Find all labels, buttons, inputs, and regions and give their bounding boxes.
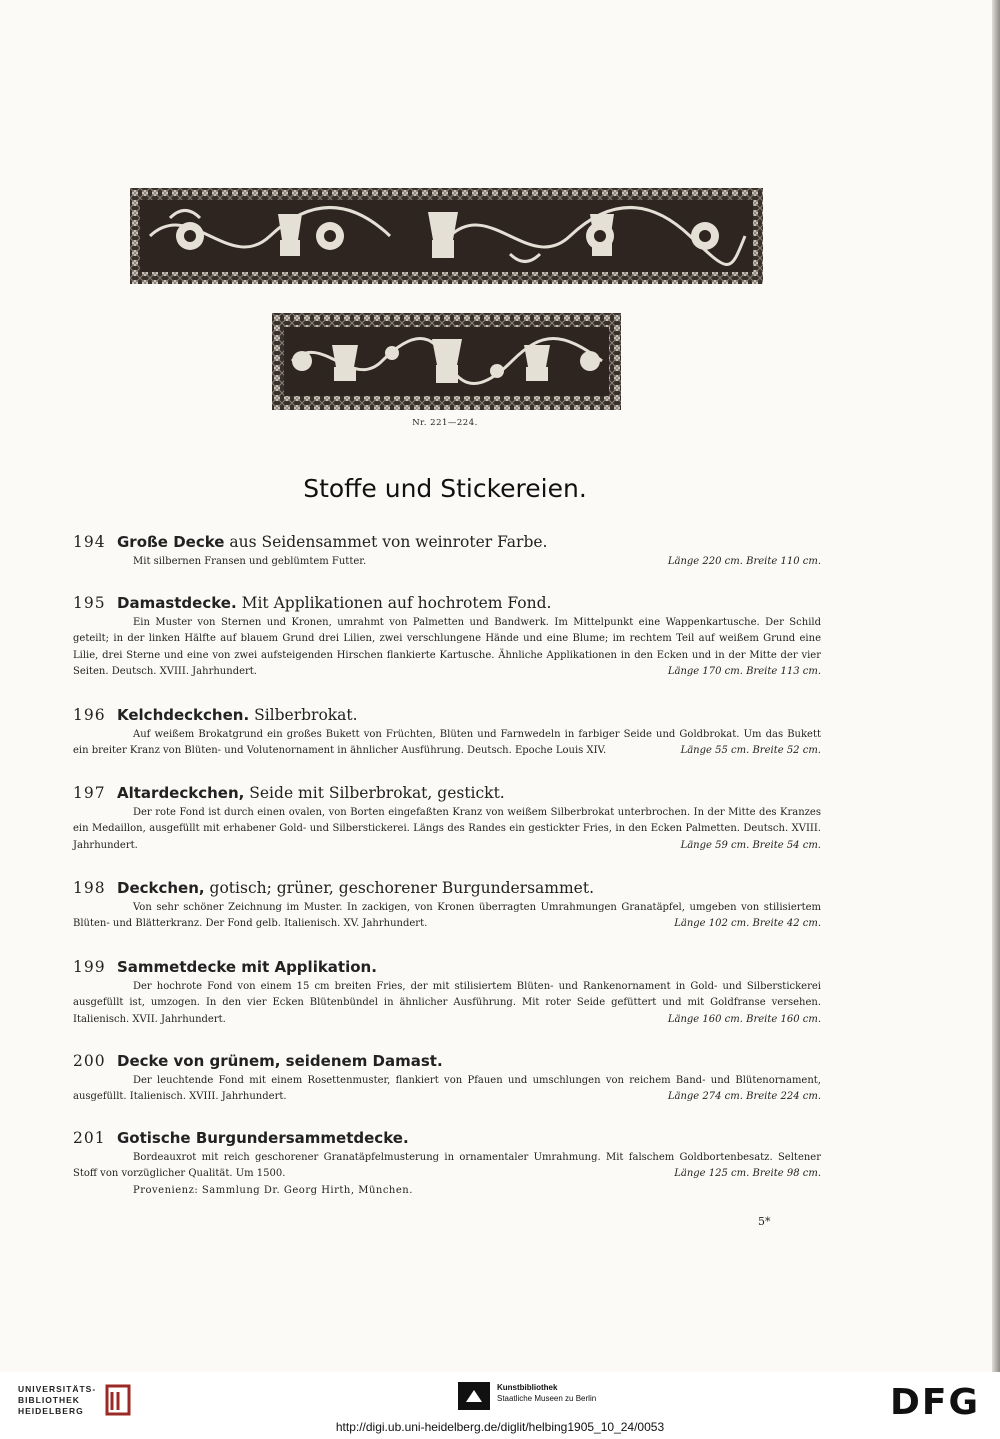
catalog-entry [73, 533, 821, 570]
entry-subtitle: Mit Applikationen auf hochrotem Fond. [236, 594, 552, 612]
entry-measure: Länge 55 cm. Breite 52 cm. [680, 745, 821, 757]
kunstbibliothek-line2: Staatliche Museen zu Berlin [497, 1394, 597, 1403]
entry-name: Sammetdecke mit Applikation. [117, 958, 377, 976]
page-signature: 5* [758, 1215, 771, 1228]
entry-subtitle: Silberbrokat. [249, 706, 358, 724]
entry-measure: Länge 220 cm. Breite 110 cm. [667, 556, 821, 567]
catalog-entry [73, 879, 821, 933]
entry-number: 197 [73, 784, 106, 802]
entry-name: Gotische Burgundersammetdecke. [117, 1129, 409, 1147]
embroidery-panel-image [272, 313, 621, 410]
figure-caption: Nr. 221—224. [412, 418, 478, 428]
entry-measure: Länge 160 cm. Breite 160 cm. [667, 1013, 821, 1025]
catalog-entry [73, 1129, 821, 1199]
entry-name: Kelchdeckchen. [117, 706, 250, 724]
entry-number: 196 [73, 706, 106, 724]
heidelberg-library-text: UNIVERSITÄTS- BIBLIOTHEK HEIDELBERG [18, 1384, 97, 1416]
library-emblem-icon [104, 1384, 134, 1418]
dfg-logo[interactable]: DFG [890, 1382, 981, 1423]
entry-number: 200 [73, 1052, 106, 1070]
entry-measure: Länge 274 cm. Breite 224 cm. [667, 1091, 821, 1103]
entry-name: Altardeckchen, [117, 784, 245, 802]
entry-provenance: Provenienz: Sammlung Dr. Georg Hirth, München. [133, 1184, 413, 1196]
entry-description: Mit silbernen Fransen und geblümtem Futter. [133, 556, 367, 567]
entry-description: Auf weißem Brokatgrund ein großes Bukett von Früchten, Blüten und Farnwedeln in farbiger Seide und Goldbrokat. Um das Bukett ein breiter Kranz von Blüten- und Volutenornament in ähnlicher Ausführung. Deutsch. Epoche Louis XIV. [73, 729, 821, 757]
entry-description: Ein Muster von Sternen und Kronen, umrahmt von Palmetten und Bandwerk. Im Mittelpunkt eine Wappenkartusche. Der Schild geteilt; in der linken Hälfte auf blauem Grund drei Lilien, zwei verschlungene Hände und eine Blume; im rechtem Teil auf weißem Grund eine Lilie, drei Sterne und eine von zwei aufsteigenden Hirschen flankierte Kartusche. Ähnliche Applikationen in den Ecken und in der Mitte der vier Seiten. Deutsch. XVIII. Jahrhundert. [73, 617, 821, 677]
permalink-url[interactable]: http://digi.ub.uni-heidelberg.de/diglit/helbing1905_10_24/0053 [335, 1420, 665, 1434]
entry-number: 194 [73, 533, 106, 551]
catalog-entry [73, 594, 821, 680]
entry-description: Bordeauxrot mit reich geschorener Granatäpfelmusterung in ornamentaler Umrahmung. Mit falschem Goldbortenbesatz. Seltener Stoff von vorzüglicher Qualität. Um 1500. [73, 1152, 821, 1180]
entry-description: Der hochrote Fond von einem 15 cm breiten Fries, der mit stilisiertem Blüten- und Rankenornament in Gold- und Silberstickerei ausgefüllt ist, umzogen. In den vier Ecken Blütenbündel in ähnlicher Ausführung. Mit roter Seide gefüttert und mit Goldfranse versehen. Italienisch. XVII. Jahrhundert. [73, 981, 821, 1025]
section-title: Stoffe und Stickereien. [303, 474, 587, 503]
catalog-entry [73, 784, 821, 854]
entry-description: Der leuchtende Fond mit einem Rosettenmuster, flankiert von Pfauen und umschlungen von reichem Band- und Blütenornament, ausgefüllt. Italienisch. XVIII. Jahrhundert. [73, 1075, 821, 1103]
entry-measure: Länge 125 cm. Breite 98 cm. [674, 1168, 821, 1180]
entry-name: Damastdecke. [117, 594, 237, 612]
catalog-entry [73, 1052, 821, 1106]
entry-name: Deckchen, [117, 879, 205, 897]
heidelberg-library-logo[interactable] [18, 1384, 96, 1417]
entry-measure: Länge 59 cm. Breite 54 cm. [680, 839, 821, 851]
kunstbibliothek-text[interactable] [497, 1382, 596, 1404]
catalog-entry [73, 958, 821, 1028]
entry-description: Von sehr schöner Zeichnung im Muster. In zackigen, von Kronen überragten Umrahmungen Granatäpfel, umgeben von stilisiertem Blüten- und Blätterkranz. Der Fond gelb. Italienisch. XV. Jahrhundert. [73, 902, 821, 930]
kunstbibliothek-logo-icon [458, 1382, 490, 1410]
entry-measure: Länge 170 cm. Breite 113 cm. [667, 665, 821, 677]
entry-number: 195 [73, 594, 106, 612]
entry-description: Der rote Fond ist durch einen ovalen, von Borten eingefaßten Kranz von weißem Silberbrokat unterbrochen. In der Mitte des Kranzes ein Medaillon, ausgefüllt mit erhabener Gold- und Silberstickerei. Längs des Randes ein gestickter Fries, in den Ecken Palmetten. Deutsch. XVIII. Jahrhundert. [73, 807, 821, 851]
entry-subtitle: aus Seidensammet von weinroter Farbe. [224, 533, 548, 551]
entry-number: 201 [73, 1129, 106, 1147]
entry-name: Decke von grünem, seidenem Damast. [117, 1052, 443, 1070]
catalog-entry [73, 706, 821, 760]
footer-bar [0, 1372, 1000, 1439]
entry-number: 198 [73, 879, 106, 897]
entry-name: Große Decke [117, 533, 225, 551]
kunstbibliothek-line1: Kunstbibliothek [497, 1383, 558, 1392]
book-binding-edge [992, 0, 1000, 1372]
entry-measure: Länge 102 cm. Breite 42 cm. [674, 918, 821, 930]
entry-subtitle: gotisch; grüner, geschorener Burgundersammet. [204, 879, 595, 897]
entry-number: 199 [73, 958, 106, 976]
embroidery-frieze-image [130, 188, 763, 284]
entry-subtitle: Seide mit Silberbrokat, gestickt. [244, 784, 505, 802]
